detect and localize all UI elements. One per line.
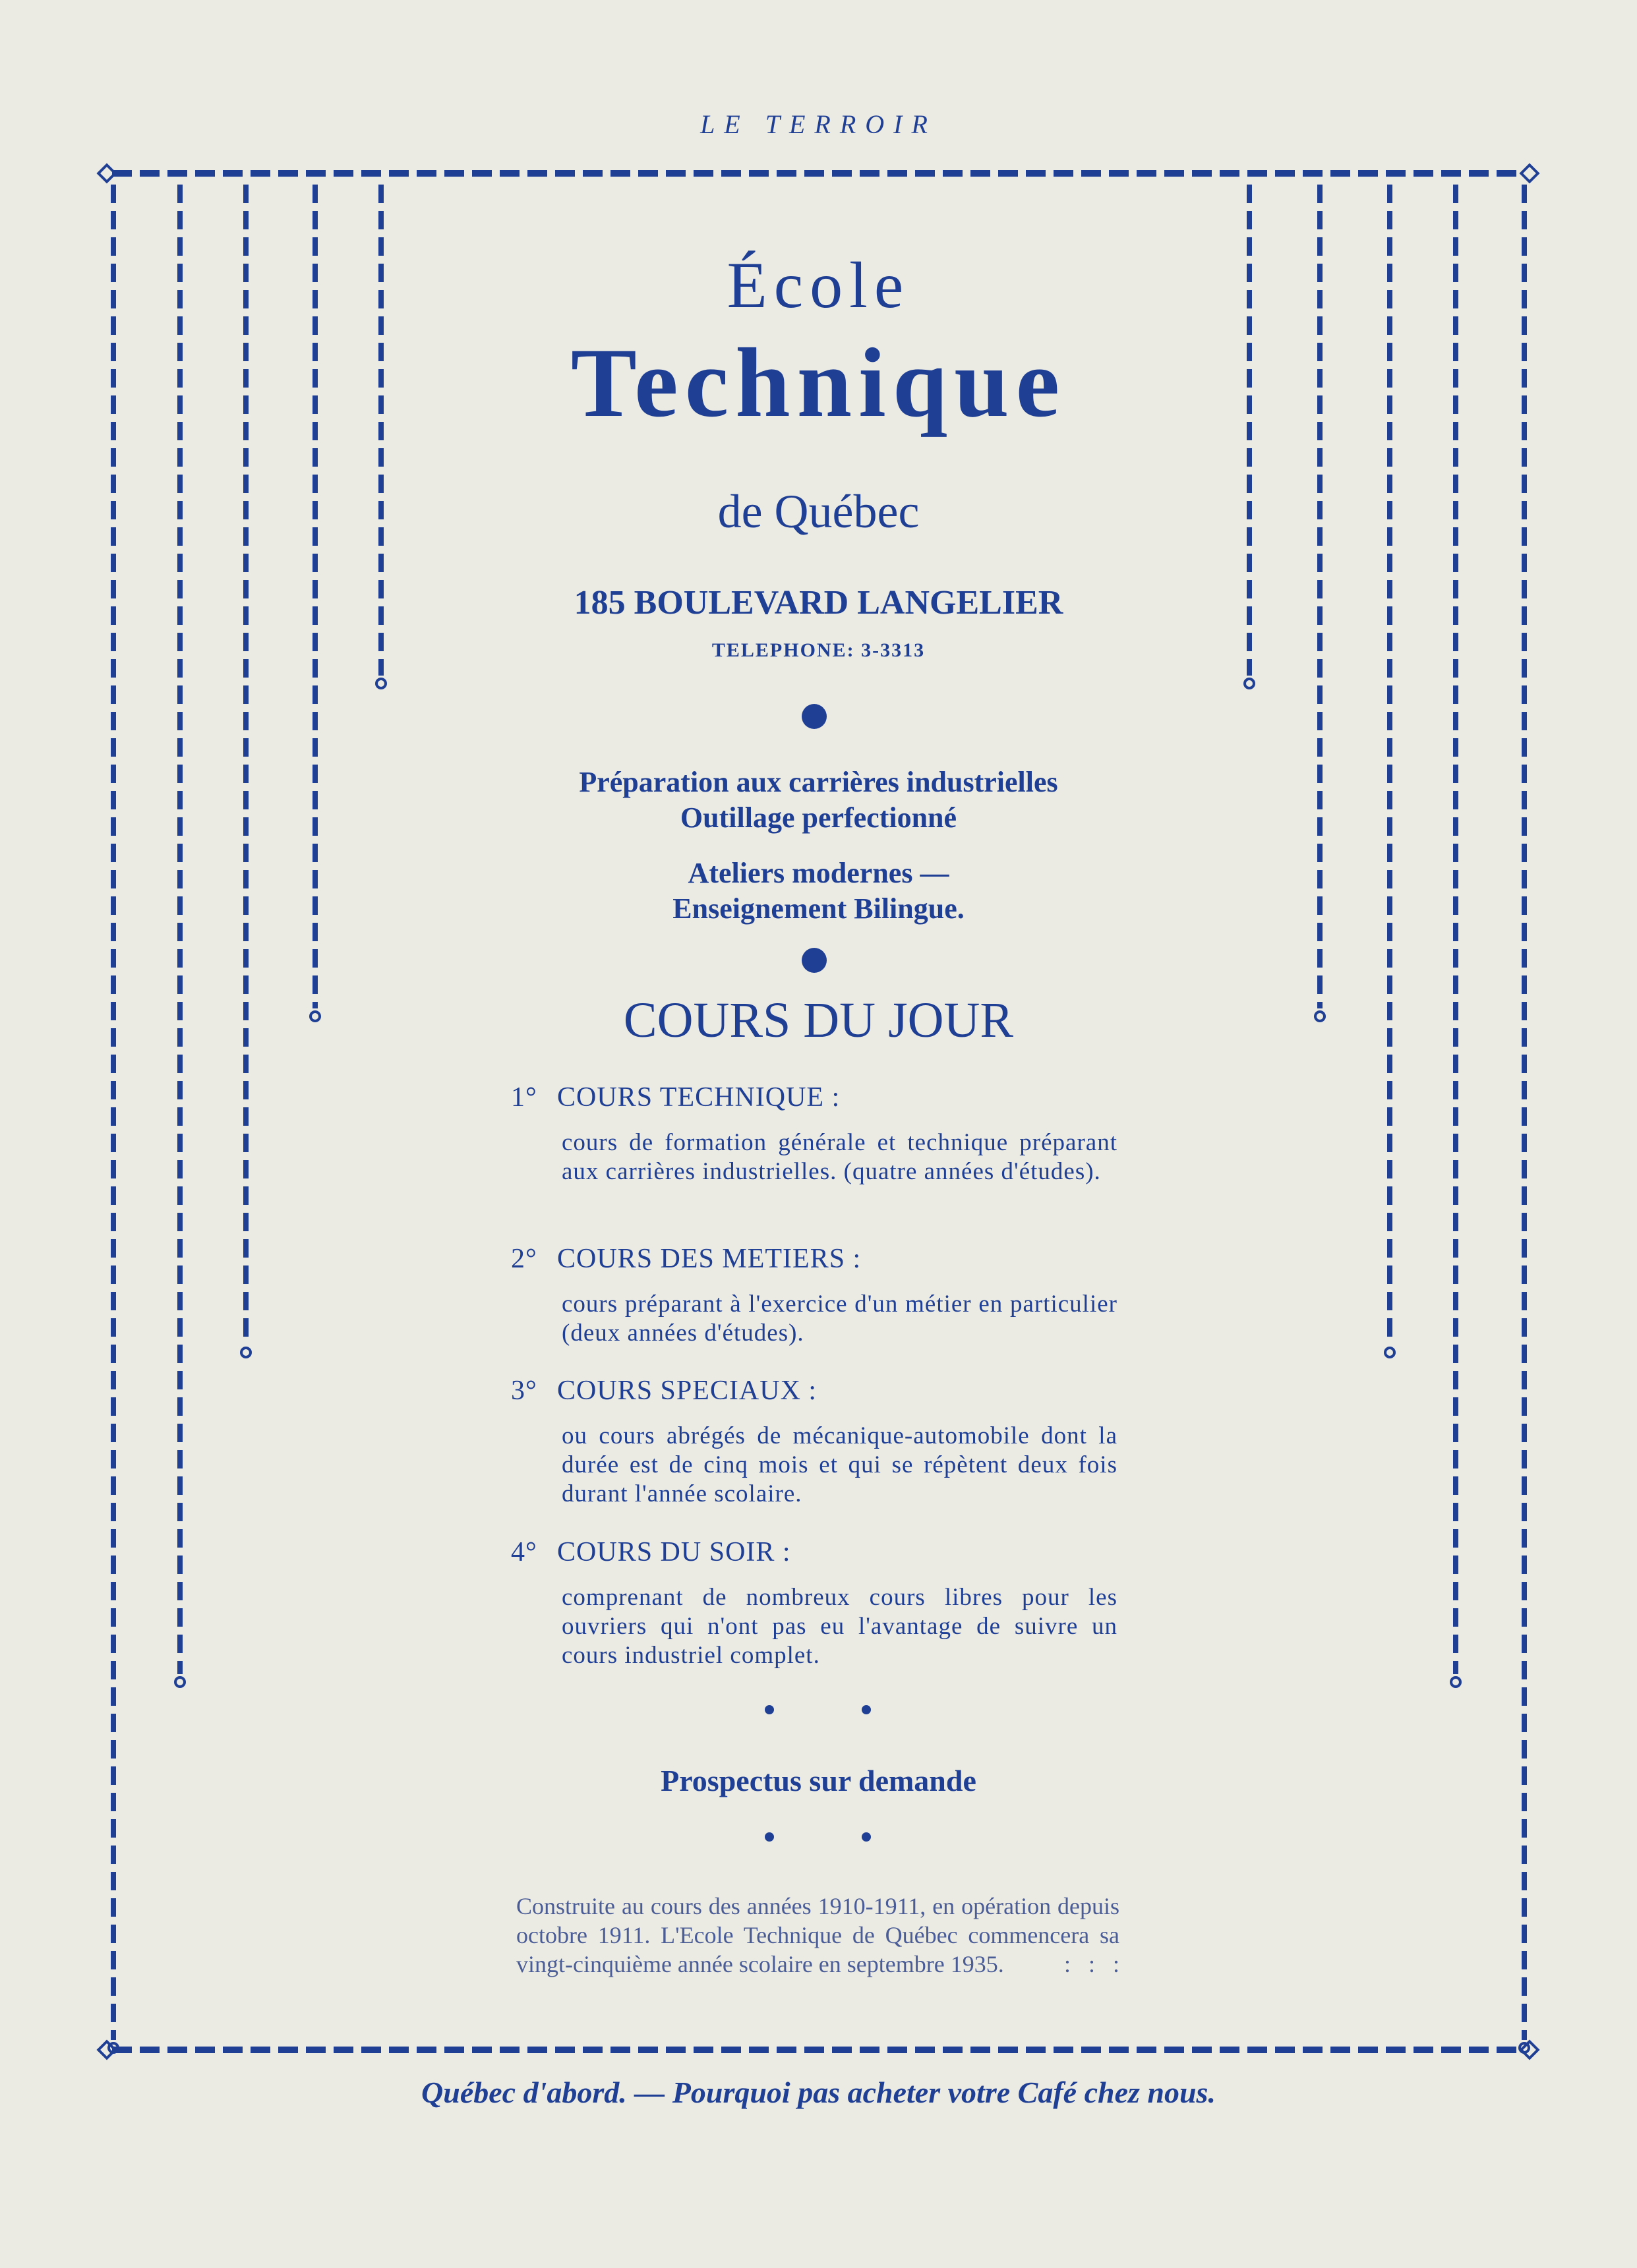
school-address: 185 BOULEVARD LANGELIER [574,584,1063,622]
course-number: 4° [511,1537,537,1567]
course-item [511,1536,1117,1670]
course-description: cours préparant à l'exercice d'un métier en particulier (deux années d'études). [562,1291,1117,1347]
course-description: ou cours abrégés de mécanique-automobile dont la durée est de cinq mois et qui se répètent deux fois durant l'année scolaire. [562,1422,1117,1507]
prep-line-1: Préparation aux carrières industrielles [579,766,1058,798]
course-item [511,1374,1117,1509]
construction-text: Construite au cours des années 1910-1911, en opération depuis octobre 1911. L'Ecole Technique de Québec commencera sa vingt-cinquième année scolaire en septembre 1935. [516,1893,1119,1977]
footer-slogan: Québec d'abord. — Pourquoi pas acheter votre Café chez nous. [421,2076,1216,2109]
atelier-line-2: Enseignement Bilingue. [672,892,965,925]
school-title-quebec: de Québec [717,485,920,538]
course-title: COURS TECHNIQUE : [557,1082,841,1113]
small-dot [862,1705,871,1714]
bullet-dot [802,704,827,729]
small-dot [862,1832,871,1842]
features-preparation [0,765,1637,836]
atelier-line-1: Ateliers modernes — [688,857,949,889]
construction-trail: : : : [1063,1951,1119,1977]
running-header: LE TERROIR [700,109,937,139]
course-number: 1° [511,1082,537,1113]
features-ateliers [0,856,1637,927]
small-dot [765,1705,774,1714]
small-dot [765,1832,774,1842]
prep-line-2: Outillage perfectionné [680,801,957,834]
course-title: COURS DU SOIR : [557,1537,791,1567]
school-title-ecole: École [727,248,910,322]
school-title-technique: Technique [570,328,1067,438]
bullet-dot [802,948,827,973]
cours-du-jour-heading: COURS DU JOUR [623,993,1014,1048]
course-item [511,1242,1117,1348]
course-number: 3° [511,1376,537,1406]
prospectus-note: Prospectus sur demande [661,1764,976,1797]
course-description: cours de formation générale et technique préparant aux carrières industrielles. (quatre années d'études). [562,1129,1117,1185]
course-title: COURS DES METIERS : [557,1244,862,1274]
course-number: 2° [511,1244,537,1274]
construction-note [516,1892,1119,1979]
school-telephone: TELEPHONE: 3-3313 [711,639,926,661]
course-item [511,1081,1117,1186]
course-title: COURS SPECIAUX : [557,1376,818,1406]
course-description: comprenant de nombreux cours libres pour les ouvriers qui n'ont pas eu l'avantage de suivre un cours industriel complet. [562,1584,1117,1669]
